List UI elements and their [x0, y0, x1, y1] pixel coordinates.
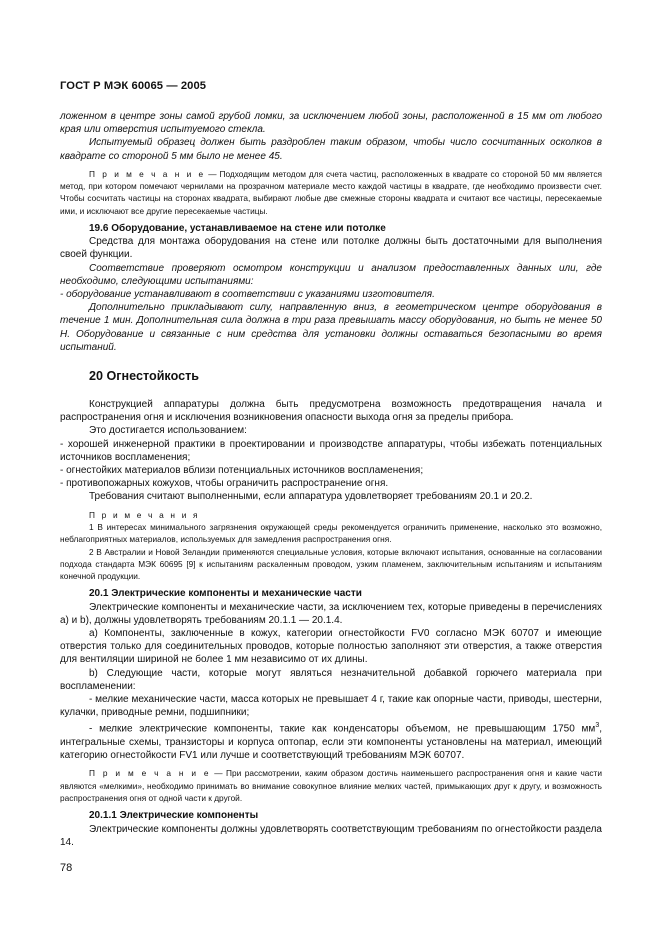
section-20-1-1-title: 20.1.1 Электрические компоненты — [89, 810, 259, 822]
section-20-1-title: 20.1 Электрические компоненты и механические части — [89, 588, 362, 600]
page-number: 78 — [60, 862, 73, 874]
list-item-engineering: - хорошей инженерной практики в проектировании и производстве аппаратуры, чтобы избежать потенциальных источников воспламенения; — [60, 438, 602, 463]
section-19-6-para-1: Средства для монтажа оборудования на стене или потолке должны быть достаточными для выполнения своей функции. — [60, 236, 602, 261]
list-item-materials: - огнестойких материалов вблизи потенциальных источников воспламенения; — [60, 465, 424, 477]
section-20-title: 20 Огнестойкость — [89, 369, 200, 384]
section-20-para-2: Это достигается использованием: — [89, 425, 247, 437]
section-19-6-title: 19.6 Оборудование, устанавливаемое на стене или потолке — [89, 223, 386, 234]
section-20-para-3: Требования считают выполненными, если аппаратура удовлетворяет требованиям 20.1 и 20.2. — [89, 491, 533, 503]
section-19-6-para-3: - оборудование устанавливают в соответствии с указаниями изготовителя. — [60, 289, 435, 301]
standard-header: ГОСТ Р МЭК 60065 — 2005 — [60, 80, 207, 92]
section-20-1-item-b: b) Следующие части, которые могут являться незначительной добавкой горючего материала при воспламенении: — [60, 667, 602, 692]
section-20-1-mechanical-parts: - мелкие механические части, масса которых не превышает 4 г, такие как опорные части, приводы, шестерни, кулачки, приводные ремни, подшипники; — [60, 694, 602, 719]
page-content — [60, 110, 602, 849]
note-label: П р и м е ч а н и е — [89, 768, 211, 779]
note-label: П р и м е ч а н и е — [89, 168, 206, 179]
section-19-6-para-2: Соответствие проверяют осмотром конструкции и анализом предоставленных данных или, где необходимо, следующими испытаниями: — [60, 262, 602, 287]
section-20-1-item-a: а) Компоненты, заключенные в кожух, категории огнестойкости FV0 согласно МЭК 60707 и имеющие отверстия только для соединительных проводов, которые полностью заполняют эти отверстия, а также отверстия для вентиляции шириной не более 1 мм независимо от их длины. — [60, 628, 602, 666]
section-20-1-1-para: Электрические компоненты должны удовлетворять соответствующим требованиям по огнестойкости раздела 14. — [60, 823, 602, 848]
section-20-para-1: Конструкцией аппаратуры должна быть предусмотрена возможность предотвращения начала и распространения огня и исключения возникновения опасности выхода огня за пределы прибора. — [60, 399, 602, 424]
section-20-1-electrical-components: - мелкие электрические компоненты, такие как конденсаторы объемом, не превышающим 1750 $мм^3$, интегральные схемы, транзисторы и корпуса оптопар, если эти компоненты установлены на материал, имеющий категорию огнестойкости FV1 или лучше и соответствующий требованиям МЭК 60707. — [60, 722, 602, 762]
continuation-paragraph: ложенном в центре зоны самой грубой ломки, за исключением любой зоны, расположенной в 15 мм от любого края или отверстия испытуемого стекла. — [60, 111, 602, 136]
note-text: — При рассмотрении, каким образом достичь наименьшего распространения огня и какие части являются «мелкими», необходимо принимать во внимание совокупное влияние мелких частей, примыкающих друг к другу, и возможность распространения огня от одной части к другой. — [60, 768, 602, 803]
notes-label: П р и м е ч а н и я — [89, 509, 200, 520]
note-1: 1 В интересах минимального загрязнения окружающей среды рекомендуется ограничить применение, насколько это возможно, неблагоприятных материалов, используемых для замедления распространения огня. — [60, 521, 602, 545]
note-text: — Подходящим методом для счета частиц, расположенных в квадрате со стороной 50 мм является метод, при котором помечают чернилами на прозрачном материале место каждой частицы в квадрате, где необходимо произвести счет. Чтобы сосчитать частицы на сторонах квадрата, выбирают любые две смежные стороны квадрата и считают все частицы, пересекаемые ими, и исключают все другие пересекаемые частицы. — [60, 168, 602, 216]
list-item-enclosures: - противопожарных кожухов, чтобы ограничить распространение огня. — [60, 478, 389, 490]
fragment-count-paragraph: Испытуемый образец должен быть раздроблен таким образом, чтобы число сосчитанных осколков в квадрате со стороной 5 мм было не менее 45. — [60, 137, 602, 162]
counting-note — [60, 168, 602, 217]
section-20-1-para-1: Электрические компоненты и механические части, за исключением тех, которые приведены в перечислениях а) и b), должны удовлетворять требованиям 20.1.1 — 20.1.4. — [60, 601, 602, 626]
section-20-1-note — [60, 767, 602, 804]
section-19-6-para-4: Дополнительно прикладывают силу, направленную вниз, в геометрическом центре оборудования в течение 1 мин. Дополнительная сила должна в три раза превышать массу оборудования, но быть не менее 50 Н. Оборудование и связанные с ним средства для установки должны оставаться безопасными во время испытаний. — [60, 302, 602, 353]
note-2: 2 В Австралии и Новой Зеландии применяются специальные условия, которые включают испытания, основанные на согласовании подхода стандарта МЭК 60695 [9] к испытаниям раскаленным проводом, узким пламенем, заключительным испытаниям и испытаниям конечной продукции. — [60, 546, 602, 582]
